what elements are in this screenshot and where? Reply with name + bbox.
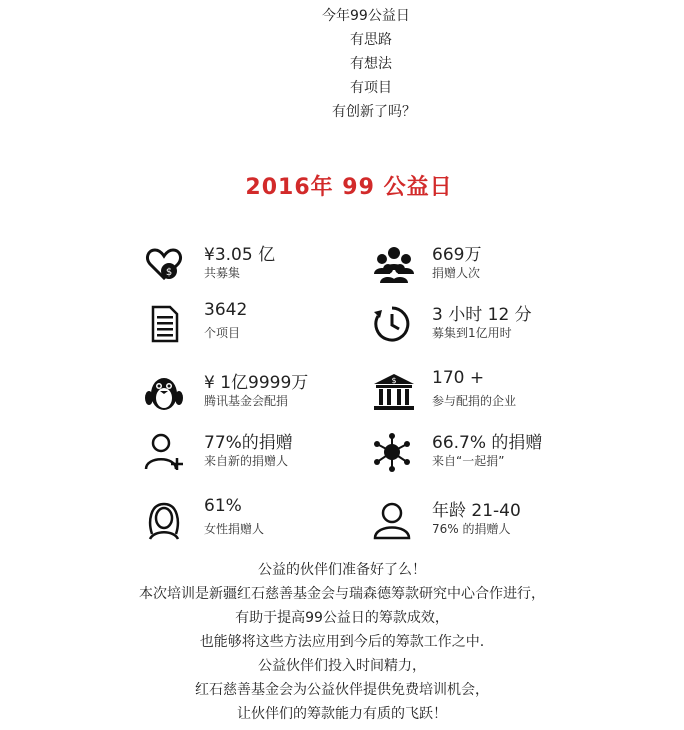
intro-line: 有思路 [350, 32, 392, 48]
stat-label: 来自新的捐赠人 [204, 454, 289, 468]
stat-value: 170 + [432, 368, 485, 388]
svg-text:$: $ [165, 267, 173, 278]
stat-tencent-match [144, 368, 364, 420]
stat-label: 76% 的捐赠人 [432, 522, 511, 536]
stat-label: 共募集 [204, 266, 241, 280]
stat-label: 个项目 [204, 326, 241, 340]
intro-line: 有创新了吗？ [332, 104, 416, 120]
add-user-icon [144, 432, 184, 472]
intro-line: 有项目 [350, 80, 392, 96]
stat-new-donors [144, 428, 364, 480]
svg-text:$: $ [391, 376, 397, 385]
stat-label: 来自“一起捐” [432, 454, 505, 468]
stat-label: 募集到1亿用时 [432, 326, 512, 340]
stat-value: 61% [204, 496, 242, 516]
infographic [124, 158, 574, 548]
stat-label: 女性捐赠人 [204, 522, 265, 536]
stat-label: 腾讯基金会配捐 [204, 394, 289, 408]
intro-line: 有想法 [350, 56, 392, 72]
outro-line: 有助于提高99公益日的筹款成效， [235, 610, 449, 626]
crowd-icon [372, 244, 412, 284]
infographic-title: 2016年 99 公益日 [245, 175, 453, 200]
outro-line: 让伙伴们的筹款能力有质的飞跃！ [237, 706, 447, 722]
intro-line: 今年99公益日 [322, 8, 410, 24]
stat-donor-count [372, 240, 592, 292]
network-icon [372, 432, 412, 472]
bank-icon [372, 372, 412, 412]
stat-value: 66.7% 的捐赠 [432, 433, 543, 453]
stat-label: 捐赠人次 [432, 266, 481, 280]
intro-text [0, 4, 684, 124]
document-icon [144, 304, 184, 344]
outro-line: 公益伙伴们投入时间精力， [258, 658, 426, 674]
stat-value: 3642 [204, 300, 248, 320]
stat-value: ¥ 1亿9999万 [204, 373, 309, 393]
stat-time [372, 300, 592, 352]
outro-line: 红石慈善基金会为公益伙伴提供免费培训机会， [195, 682, 489, 698]
stat-age-range [372, 496, 592, 548]
stat-value: 3 小时 12 分 [432, 305, 532, 325]
outro-line: 本次培训是新疆红石慈善基金会与瑞森德筹款研究中心合作进行， [139, 586, 545, 602]
stat-total-raised [144, 240, 364, 292]
outro-line: 公益的伙伴们准备好了么！ [258, 562, 426, 578]
clock-icon [372, 304, 412, 344]
stat-group-donation [372, 428, 592, 480]
stat-value: 年龄 21-40 [432, 501, 521, 521]
stat-value: 77%的捐赠 [204, 433, 293, 453]
stat-companies [372, 368, 592, 420]
outro-line: 也能够将这些方法应用到今后的筹款工作之中. [199, 634, 485, 650]
stat-value: 669万 [432, 245, 482, 265]
stat-label: 参与配捐的企业 [432, 394, 517, 408]
heart-money-icon [144, 244, 184, 284]
stat-value: ¥3.05 亿 [204, 245, 276, 265]
penguin-icon [144, 372, 184, 412]
outro-text [0, 558, 684, 726]
stat-projects [144, 300, 364, 352]
woman-icon [144, 500, 184, 540]
stat-female-donors [144, 496, 364, 548]
person-icon [372, 500, 412, 540]
